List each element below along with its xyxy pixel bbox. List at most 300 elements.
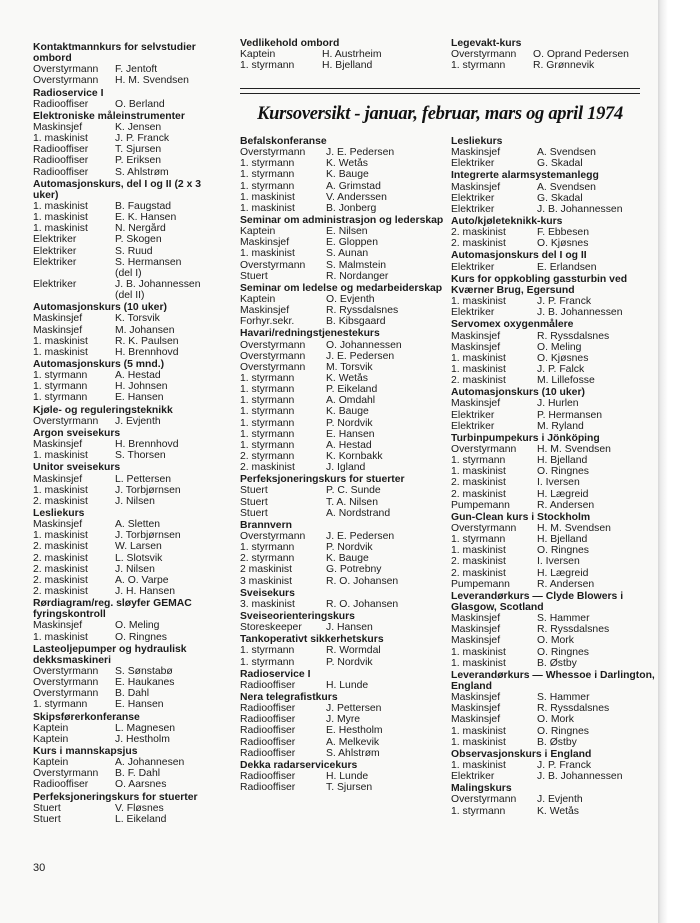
participant-row <box>33 290 229 301</box>
participant-rank: Maskinsjef <box>240 305 290 317</box>
participant-name: M. Johansen <box>115 324 175 336</box>
participant-rank: 1. maskinist <box>451 646 506 658</box>
course-title: Befalskonferanse <box>240 136 327 147</box>
participant-name: A. Sletten <box>115 519 161 531</box>
participant-rank: Maskinsjef <box>451 147 501 159</box>
participant-row <box>240 169 445 180</box>
participant-rank: 2. maskinist <box>33 541 88 553</box>
participant-rank: Overstyrmann <box>451 522 517 534</box>
participant-rank: Radiooffiser <box>33 779 89 791</box>
participant-rank: Overstyrmann <box>240 531 306 543</box>
participant-row <box>451 534 656 545</box>
participant-name: R. Grønnevik <box>533 60 595 72</box>
participant-name: J. P. Franck <box>115 133 170 145</box>
participant-row <box>240 451 445 462</box>
participant-rank: Overstyrmann <box>240 259 306 271</box>
participant-name: J. Torbjørnsen <box>115 530 181 542</box>
course-title: Integrerte alarmsystemanlegg <box>451 170 599 182</box>
participant-rank: Maskinsjef <box>33 519 83 531</box>
participant-row <box>240 226 445 237</box>
participant-row <box>451 647 656 658</box>
participant-row <box>451 398 656 409</box>
course-title: Unitor sveisekurs <box>33 462 121 474</box>
participant-name: J. B. Johannessen <box>537 203 623 215</box>
participant-row <box>451 421 656 432</box>
participant-name: K. Jensen <box>115 122 162 134</box>
participant-rank: Maskinsjef <box>33 473 83 485</box>
participant-row <box>33 75 229 86</box>
top-right-column <box>451 38 656 72</box>
participant-row <box>33 496 229 507</box>
section-banner <box>240 88 640 125</box>
right-column <box>451 136 656 818</box>
participant-rank: Overstyrmann <box>451 794 517 806</box>
participant-rank: 1. styrmann <box>240 542 295 554</box>
participant-name: H. Johnsen <box>115 381 168 393</box>
participant-name: S. Hammer <box>537 692 590 704</box>
participant-name: R. O. Johansen <box>326 575 399 587</box>
participant-name: G. Skadal <box>537 192 583 204</box>
participant-rank: Elektriker <box>451 771 495 783</box>
participant-name: J. Nilsen <box>115 495 155 507</box>
course-title: Tankoperativt sikkerhetskurs <box>240 634 384 646</box>
participant-row <box>240 362 445 373</box>
participant-row <box>33 246 229 257</box>
participant-name: L. Eikeland <box>115 813 167 825</box>
participant-row <box>240 237 445 248</box>
participant-row <box>240 748 445 759</box>
course-section <box>451 136 656 169</box>
participant-name: R. O. Johansen <box>326 598 399 610</box>
participant-row <box>33 666 229 677</box>
course-title: Kurs i mannskapsjus <box>33 745 138 757</box>
course-section <box>451 170 656 215</box>
course-section <box>451 783 656 816</box>
participant-row <box>240 485 445 496</box>
participant-name: O. Mork <box>537 714 574 726</box>
participant-row <box>451 737 656 748</box>
participant-rank: 1. styrmann <box>240 439 295 451</box>
participant-name: H. M. Svendsen <box>537 443 611 455</box>
participant-row <box>240 373 445 384</box>
participant-name: S. Sønstabø <box>115 665 173 677</box>
participant-row <box>451 624 656 635</box>
participant-rank: 1. maskinist <box>33 484 88 496</box>
participant-rank: Elektriker <box>33 234 77 246</box>
participant-rank: Maskinsjef <box>451 703 501 715</box>
course-title: Automasjonskurs (10 uker) <box>33 302 167 314</box>
participant-row <box>240 271 445 282</box>
page-edge <box>658 0 700 923</box>
participant-row <box>33 234 229 245</box>
middle-column <box>240 136 445 794</box>
participant-rank: Overstyrmann <box>451 443 517 455</box>
participant-rank: 2. maskinist <box>451 488 506 500</box>
participant-name: J. Hurlen <box>537 398 579 410</box>
participant-name: H. M. Svendsen <box>537 522 611 534</box>
participant-name: J. P. Falck <box>537 363 585 375</box>
participant-name: O. Kjøsnes <box>537 352 589 364</box>
course-section <box>33 462 229 507</box>
participant-row <box>451 49 656 60</box>
participant-name: O. Ringnes <box>537 725 589 737</box>
course-section <box>451 433 656 511</box>
participant-name: G. Skadal <box>537 158 583 170</box>
participant-rank: Overstyrmann <box>240 361 306 373</box>
participant-rank: 2. styrmann <box>240 553 295 565</box>
participant-row <box>240 553 445 564</box>
participant-rank: 1. maskinist <box>33 335 88 347</box>
course-title: Automasjonskurs (5 mnd.) <box>33 359 165 371</box>
participant-row <box>33 768 229 779</box>
participant-row <box>451 568 656 579</box>
participant-name: J. P. Franck <box>537 296 592 308</box>
participant-name: M. Torsvik <box>326 361 373 373</box>
participant-name: S. Ahlstrøm <box>115 166 169 178</box>
participant-name: A. Svendsen <box>537 181 596 193</box>
course-title: Nera telegrafistkurs <box>240 692 338 704</box>
participant-row <box>240 531 445 542</box>
participant-name: J. Evjenth <box>115 415 161 427</box>
participant-name: O. Mork <box>537 635 574 647</box>
participant-row <box>240 782 445 793</box>
participant-rank: Storeskeeper <box>240 622 302 634</box>
participant-rank: Overstyrmann <box>33 64 99 76</box>
participant-name: I. Iversen <box>537 477 580 489</box>
participant-name: J. B. Johannessen <box>115 279 201 291</box>
participant-row <box>451 375 656 386</box>
participant-rank: 1. maskinist <box>33 201 88 213</box>
participant-row <box>451 714 656 725</box>
participant-name: K. Wetås <box>326 158 368 170</box>
participant-row <box>451 296 656 307</box>
participant-row <box>451 613 656 624</box>
participant-row <box>451 331 656 342</box>
participant-rank: Radiooffiser <box>33 144 89 156</box>
participant-rank: Maskinsjef <box>33 620 83 632</box>
participant-rank: Elektriker <box>451 158 495 170</box>
participant-rank: 1. maskinist <box>451 725 506 737</box>
participant-name: O. Johannessen <box>326 339 402 351</box>
participant-row <box>240 395 445 406</box>
course-title: Lesliekurs <box>451 136 503 147</box>
course-title: Vedlikehold ombord <box>240 38 340 49</box>
participant-row <box>451 658 656 669</box>
participant-rank: Forhyr.sekr. <box>240 316 295 328</box>
participant-name: (del I) <box>115 267 142 279</box>
participant-name: P. Nordvik <box>326 656 373 668</box>
course-section <box>33 179 229 302</box>
participant-rank: 1. maskinist <box>451 545 506 557</box>
participant-rank: 1. maskinist <box>451 736 506 748</box>
participant-rank: Elektriker <box>33 256 77 268</box>
participant-rank: Maskinsjef <box>33 313 83 325</box>
participant-row <box>240 462 445 473</box>
participant-row <box>240 340 445 351</box>
course-title: Sveisekurs <box>240 587 295 599</box>
course-title: Dekka radarservicekurs <box>240 759 358 771</box>
participant-row <box>451 635 656 646</box>
course-section <box>451 670 656 748</box>
participant-rank: Elektriker <box>451 409 495 421</box>
participant-row <box>451 692 656 703</box>
participant-name: E. Hansen <box>115 392 164 404</box>
participant-rank: 1. styrmann <box>240 180 295 192</box>
participant-name: R. Andersen <box>537 578 595 590</box>
participant-row <box>240 542 445 553</box>
participant-name: R. Ryssdalsnes <box>326 305 399 317</box>
participant-row <box>240 351 445 362</box>
course-section <box>240 634 445 667</box>
course-title: Lesliekurs <box>33 507 85 519</box>
participant-name: K. Torsvik <box>115 313 160 325</box>
participant-name: E. Erlandsen <box>537 261 597 273</box>
participant-row <box>33 485 229 496</box>
participant-name: P. Eikeland <box>326 384 378 396</box>
participant-row <box>33 519 229 530</box>
participant-row <box>33 155 229 166</box>
participant-row <box>240 181 445 192</box>
participant-name: A. Grimstad <box>326 180 381 192</box>
course-section <box>451 749 656 782</box>
course-title: Skipsførerkonferanse <box>33 711 140 723</box>
participant-name: H. Bjelland <box>537 455 588 467</box>
course-title: Lasteoljepumper og hydraulisk dekksmaskineri <box>33 643 187 666</box>
participant-row <box>33 223 229 234</box>
participant-rank: 1. maskinist <box>451 759 506 771</box>
participant-row <box>33 474 229 485</box>
course-section <box>33 792 229 825</box>
course-section <box>451 319 656 386</box>
course-title: Seminar om administrasjon og lederskap <box>240 215 444 226</box>
course-section <box>240 474 445 519</box>
participant-rank: 2. maskinist <box>33 585 88 597</box>
course-section <box>240 328 445 473</box>
participant-name: O. Kjøsnes <box>537 238 589 250</box>
participant-row <box>240 771 445 782</box>
participant-rank: 1. styrmann <box>240 645 295 657</box>
participant-row <box>451 794 656 805</box>
participant-row <box>240 305 445 316</box>
course-title: Automasjonskurs, del I og II (2 x 3 uker) <box>33 178 202 201</box>
participant-name: R. Ryssdalsnes <box>537 703 610 715</box>
participant-rank: Maskinsjef <box>451 624 501 636</box>
participant-name: O. Aarsnes <box>115 779 167 791</box>
participant-rank: 1. styrmann <box>240 60 295 72</box>
participant-name: S. Ruud <box>115 245 153 257</box>
participant-rank: 1. styrmann <box>451 534 506 546</box>
participant-name: J. Hansen <box>326 622 373 634</box>
participant-rank: 1. maskinist <box>33 346 88 358</box>
participant-rank: 2. maskinist <box>33 552 88 564</box>
participant-row <box>33 201 229 212</box>
participant-row <box>33 212 229 223</box>
participant-rank: 1. styrmann <box>33 370 88 382</box>
participant-name: K. Bauge <box>326 553 369 565</box>
participant-name: O. Evjenth <box>326 294 375 306</box>
course-title: Radioservice I <box>240 668 311 680</box>
participant-row <box>451 307 656 318</box>
participant-name: H. Lægreid <box>537 567 589 579</box>
participant-name: L. Magnesen <box>115 722 176 734</box>
participant-row <box>33 370 229 381</box>
participant-row <box>33 734 229 745</box>
participant-name: O. Ringnes <box>537 466 589 478</box>
participant-row <box>33 814 229 825</box>
participant-rank: Radiooffiser <box>240 736 296 748</box>
course-section <box>240 38 440 71</box>
participant-row <box>240 49 440 60</box>
participant-rank: Kaptein <box>240 294 276 306</box>
participant-rank: 2. maskinist <box>451 567 506 579</box>
participant-rank: Radiooffiser <box>240 714 296 726</box>
participant-row <box>33 586 229 597</box>
course-section <box>33 359 229 404</box>
participant-rank: Radiooffiser <box>240 771 296 783</box>
participant-rank: Overstyrmann <box>240 339 306 351</box>
participant-rank: Elektriker <box>451 420 495 432</box>
participant-name: V. Fløsnes <box>115 802 164 814</box>
course-section <box>240 136 445 214</box>
participant-name: F. Jentoft <box>115 64 158 76</box>
participant-rank: 1. styrmann <box>33 381 88 393</box>
participant-row <box>33 439 229 450</box>
participant-row <box>451 204 656 215</box>
participant-rank: Stuert <box>240 496 268 508</box>
participant-name: E. Haukanes <box>115 677 175 689</box>
participant-name: E. Hansen <box>115 699 164 711</box>
participant-rank: 1. styrmann <box>33 392 88 404</box>
participant-rank: 2. styrmann <box>240 451 295 462</box>
participant-row <box>451 466 656 477</box>
participant-row <box>240 599 445 610</box>
participant-row <box>451 60 656 71</box>
participant-name: F. Ebbesen <box>537 227 589 239</box>
participant-name: B. Kibsgaard <box>326 316 386 328</box>
course-section <box>451 387 656 432</box>
course-title: Legevakt-kurs <box>451 38 522 49</box>
participant-rank: 1. maskinist <box>33 450 88 462</box>
participant-rank: 2. maskinist <box>451 375 506 387</box>
course-title: Leverandørkurs — Clyde Blowers i Glasgow, Scotland <box>451 590 624 613</box>
participant-rank: Radiooffiser <box>240 747 296 759</box>
participant-name: P. Eriksen <box>115 155 162 167</box>
participant-row <box>33 279 229 290</box>
participant-name: S. Thorsen <box>115 450 166 462</box>
participant-rank: 2. maskinist <box>33 563 88 575</box>
participant-name: H. Austrheim <box>322 49 382 61</box>
participant-rank: Overstyrmann <box>33 688 99 700</box>
participant-row <box>33 564 229 575</box>
participant-rank: Pumpemann <box>451 578 510 590</box>
participant-rank: 2. maskinist <box>33 495 88 507</box>
participant-rank: 2. maskinist <box>33 574 88 586</box>
course-section <box>451 591 656 669</box>
participant-row <box>33 779 229 790</box>
participant-row <box>33 677 229 688</box>
participant-rank: 1. styrmann <box>240 656 295 668</box>
participant-rank: 1. styrmann <box>451 455 506 467</box>
participant-rank: Overstyrmann <box>33 75 99 87</box>
participant-name: H. Lunde <box>326 771 369 783</box>
participant-name: S. Hermansen <box>115 256 182 268</box>
participant-name: R. Ryssdalsnes <box>537 624 610 636</box>
participant-rank: 3 maskinist <box>240 575 292 587</box>
participant-row <box>33 688 229 699</box>
participant-name: S. Ahlstrøm <box>326 747 380 759</box>
participant-name: T. Sjursen <box>115 144 162 156</box>
participant-name: I. Iversen <box>537 556 580 568</box>
participant-name: P. Skogen <box>115 234 162 246</box>
participant-name: K. Bauge <box>326 406 369 418</box>
course-section <box>240 611 445 633</box>
participant-name: B. Dahl <box>115 688 150 700</box>
participant-row <box>240 622 445 633</box>
participant-name: J. E. Pedersen <box>326 531 395 543</box>
participant-name: K. Bauge <box>326 169 369 181</box>
participant-row <box>240 260 445 271</box>
course-title: Elektroniske måleinstrumenter <box>33 110 185 122</box>
participant-row <box>451 726 656 737</box>
participant-rank: Radiooffiser <box>33 166 89 178</box>
participant-row <box>451 158 656 169</box>
participant-row <box>451 147 656 158</box>
participant-row <box>240 497 445 508</box>
course-title: Automasjonskurs (10 uker) <box>451 387 585 399</box>
participant-row <box>240 294 445 305</box>
participant-name: W. Larsen <box>115 541 162 553</box>
participant-name: H. Bjelland <box>322 60 373 72</box>
participant-row <box>451 455 656 466</box>
participant-row <box>33 257 229 268</box>
participant-name: A. O. Varpe <box>115 574 169 586</box>
participant-name: O. Ringnes <box>537 545 589 557</box>
participant-rank: Overstyrmann <box>451 49 517 61</box>
participant-name: K. Wetås <box>326 373 368 385</box>
participant-rank: Maskinsjef <box>451 692 501 704</box>
participant-name: A. Hestad <box>115 370 161 382</box>
course-title: Argon sveisekurs <box>33 427 121 439</box>
participant-rank: Radiooffiser <box>240 782 296 794</box>
participant-name: O. Meling <box>537 341 582 353</box>
participant-row <box>33 450 229 461</box>
participant-rank: 1. styrmann <box>240 169 295 181</box>
participant-name: H. M. Svendsen <box>115 75 189 87</box>
participant-rank: Radiooffiser <box>240 703 296 715</box>
participant-rank: 1. styrmann <box>240 384 295 396</box>
participant-rank: 1. maskinist <box>451 296 506 308</box>
course-section <box>451 250 656 272</box>
participant-name: R. K. Paulsen <box>115 335 179 347</box>
course-title: Perfeksjoneringskurs for stuerter <box>240 474 405 486</box>
participant-name: J. E. Pedersen <box>326 350 395 362</box>
participant-rank: Stuert <box>240 270 268 282</box>
participant-name: G. Potrebny <box>326 564 382 576</box>
participant-row <box>240 316 445 327</box>
participant-name: H. Brennhovd <box>115 439 179 451</box>
course-section <box>240 692 445 759</box>
participant-name: O. Oprand Pedersen <box>533 49 629 61</box>
participant-row <box>240 564 445 575</box>
participant-name: S. Hammer <box>537 613 590 625</box>
participant-row <box>451 410 656 421</box>
participant-rank: Elektriker <box>451 192 495 204</box>
participant-row <box>451 477 656 488</box>
participant-row <box>240 384 445 395</box>
participant-rank: Kaptein <box>33 733 69 745</box>
banner-title: Kursoversikt - januar, februar, mars og april 1974 <box>257 104 623 124</box>
participant-row <box>33 541 229 552</box>
